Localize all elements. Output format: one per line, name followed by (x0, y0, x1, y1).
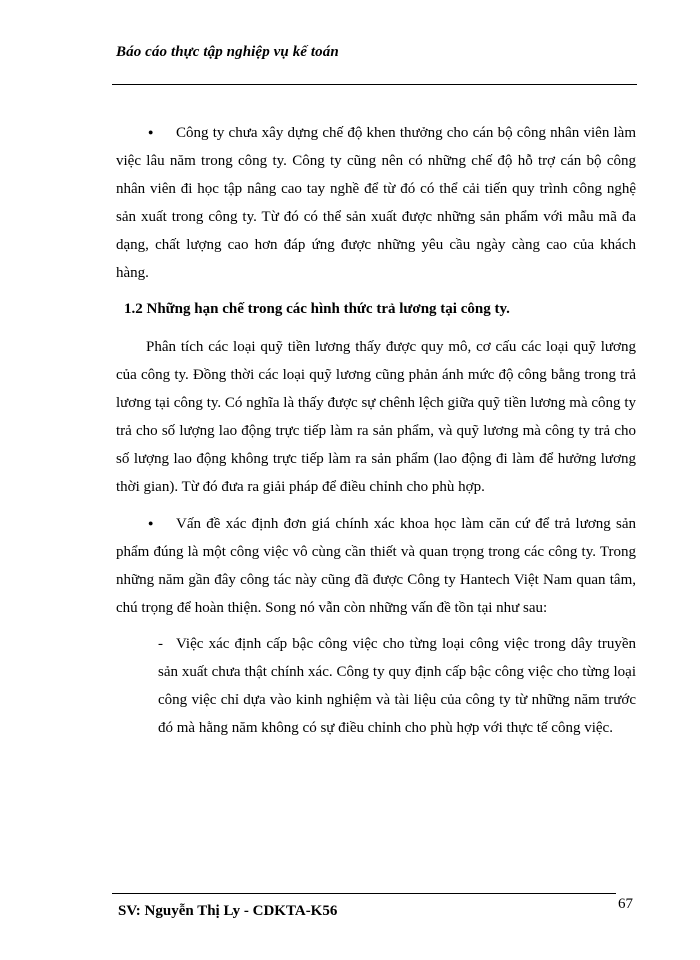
bullet-paragraph-1 (116, 118, 636, 287)
bullet-text-1: Công ty chưa xây dựng chế độ khen thưởng cho cán bộ công nhân viên làm việc lâu năm trong công ty. Công ty cũng nên có những chế độ hỗ trợ cán bộ công nhân viên đi học tập nâng cao tay nghề để từ đó có thể cải tiến quy trình công nghệ sản xuất trong công ty. Từ đó có thể sản xuất được những sản phẩm với mẫu mã đa dạng, chất lượng cao hơn đáp ứng được những yêu cầu ngày càng cao của khách hàng. (116, 125, 636, 281)
dash-item-1 (158, 630, 636, 742)
bullet-icon: ● (148, 127, 154, 137)
bullet-paragraph-2 (116, 509, 636, 622)
header-divider (112, 84, 637, 85)
page-content (116, 118, 636, 750)
bullet-icon: ● (148, 518, 154, 528)
body-paragraph: Phân tích các loại quỹ tiền lương thấy được quy mô, cơ cấu các loại quỹ lương của công ty. Đồng thời các loại quỹ lương cũng phản ánh mức độ công bằng trong trả lương tại công ty. Có nghĩa là thấy được sự chênh lệch giữa quỹ tiền lương mà công ty trả cho số lượng lao động trực tiếp làm ra sản phẩm, và quỹ lương mà công ty trả cho số lượng lao động không trực tiếp làm ra sản phẩm (lao động đi làm để hưởng lương thời gian). Từ đó đưa ra giải pháp để điều chỉnh cho phù hợp. (116, 339, 636, 495)
page-number: 67 (618, 896, 633, 912)
bullet-text-2: Vấn đề xác định đơn giá chính xác khoa học làm căn cứ để trả lương sản phẩm đúng là một công việc vô cùng cần thiết và quan trọng trong các công ty. Trong những năm gần đây công tác này cũng đã được Công ty Hantech Việt Nam quan tâm, chú trọng để hoàn thiện. Song nó vẫn còn những vấn đề tồn tại như sau: (116, 516, 636, 616)
dash-text-1: Việc xác định cấp bậc công việc cho từng loại công việc trong dây truyền sản xuất chưa thật chính xác. Công ty quy định cấp bậc công việc cho từng loại công việc chỉ dựa vào kinh nghiệm và tài liệu của công ty từ những năm trước đó mà hằng năm không có sự điều chỉnh cho phù hợp với thực tế công việc. (158, 636, 636, 736)
footer-author: SV: Nguyễn Thị Ly - CDKTA-K56 (118, 903, 338, 919)
section-heading: 1.2 Những hạn chế trong các hình thức trả lương tại công ty. (124, 301, 510, 317)
page-header-title: Báo cáo thực tập nghiệp vụ kế toán (116, 44, 339, 60)
dash-marker: - (158, 636, 163, 652)
footer-divider (112, 893, 616, 894)
